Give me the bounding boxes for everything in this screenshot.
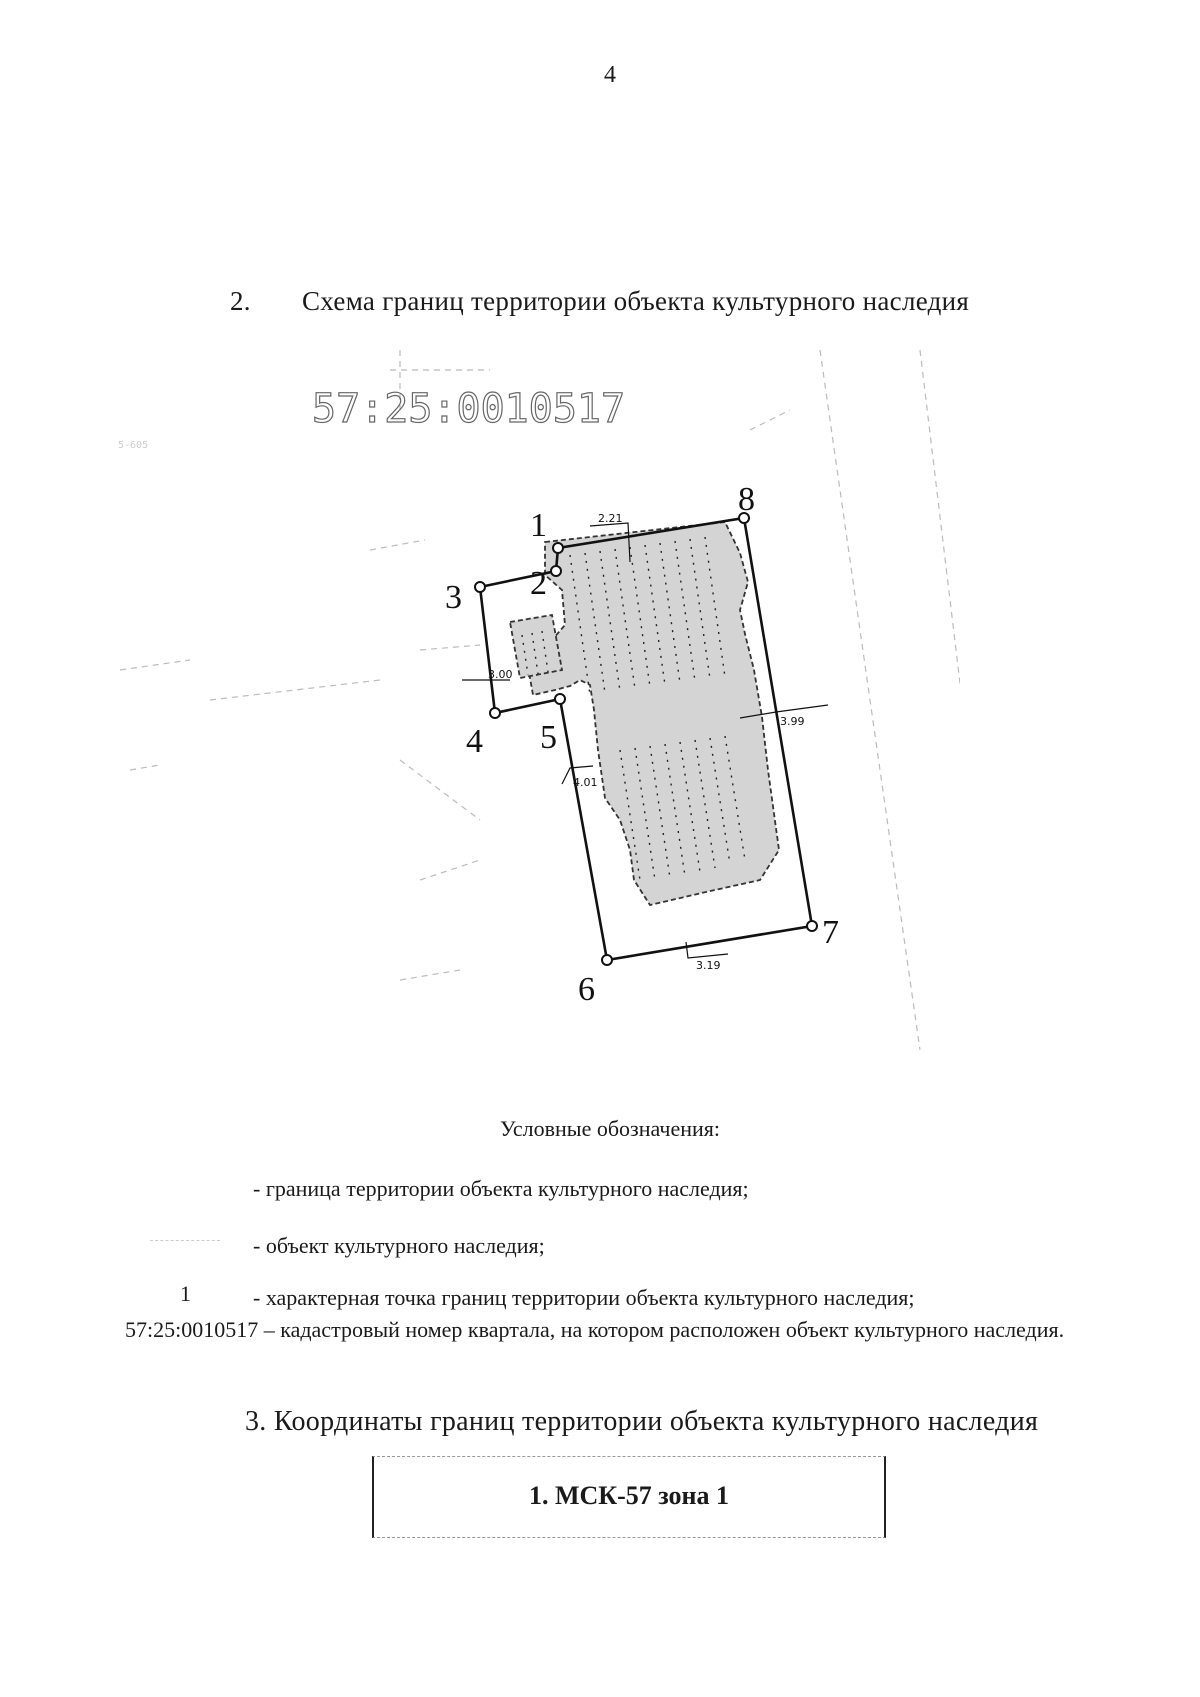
point-2-marker <box>551 566 561 576</box>
dim-3-19: 3.19 <box>696 959 721 972</box>
dim-4-01: 4.01 <box>573 776 598 789</box>
point-3-label: 3 <box>445 579 462 616</box>
section-3-heading: 3. Координаты границ территории объекта культурного наследия <box>245 1406 1039 1437</box>
section-2-number: 2. <box>230 286 251 316</box>
point-4-label: 4 <box>466 723 483 760</box>
legend-object: - объект культурного наследия; <box>253 1233 545 1258</box>
point-1-marker <box>553 543 563 553</box>
boundary-scheme <box>100 350 960 1110</box>
dim-2-21: 2.21 <box>598 512 623 525</box>
heritage-building <box>510 522 779 905</box>
point-3-marker <box>475 582 485 592</box>
page-number: 4 <box>604 62 616 88</box>
cadastral-note: 57:25:0010517 – кадастровый номер квартала, на котором расположен объект культурного наследия. <box>125 1317 1065 1342</box>
legend-point-symbol: 1 <box>180 1281 191 1306</box>
coordinates-table-title: 1. МСК-57 зона 1 <box>528 1481 730 1510</box>
legend-object-symbol <box>150 1240 220 1242</box>
point-7-marker <box>807 921 817 931</box>
point-5-marker <box>555 694 565 704</box>
cadastral-label: 57:25:0010517 <box>312 386 626 432</box>
coordinates-table <box>372 1456 886 1538</box>
point-8-label: 8 <box>738 481 755 518</box>
point-6-marker <box>602 955 612 965</box>
side-label: 5-605 <box>118 440 149 451</box>
legend-boundary: - граница территории объекта культурного наследия; <box>253 1176 749 1201</box>
point-2-label: 2 <box>530 565 547 602</box>
legend-point: - характерная точка границ территории объекта культурного наследия; <box>253 1285 915 1310</box>
point-1-label: 1 <box>530 507 547 544</box>
point-6-label: 6 <box>578 971 595 1008</box>
section-2-title: Схема границ территории объекта культурного наследия <box>302 286 970 316</box>
legend-title: Условные обозначения: <box>499 1116 721 1141</box>
section-2-heading <box>230 286 969 317</box>
point-5-label: 5 <box>540 719 557 756</box>
dim-3-00: 3.00 <box>488 668 513 681</box>
point-7-label: 7 <box>822 914 839 951</box>
dim-3-99: 3.99 <box>780 715 805 728</box>
point-4-marker <box>490 708 500 718</box>
